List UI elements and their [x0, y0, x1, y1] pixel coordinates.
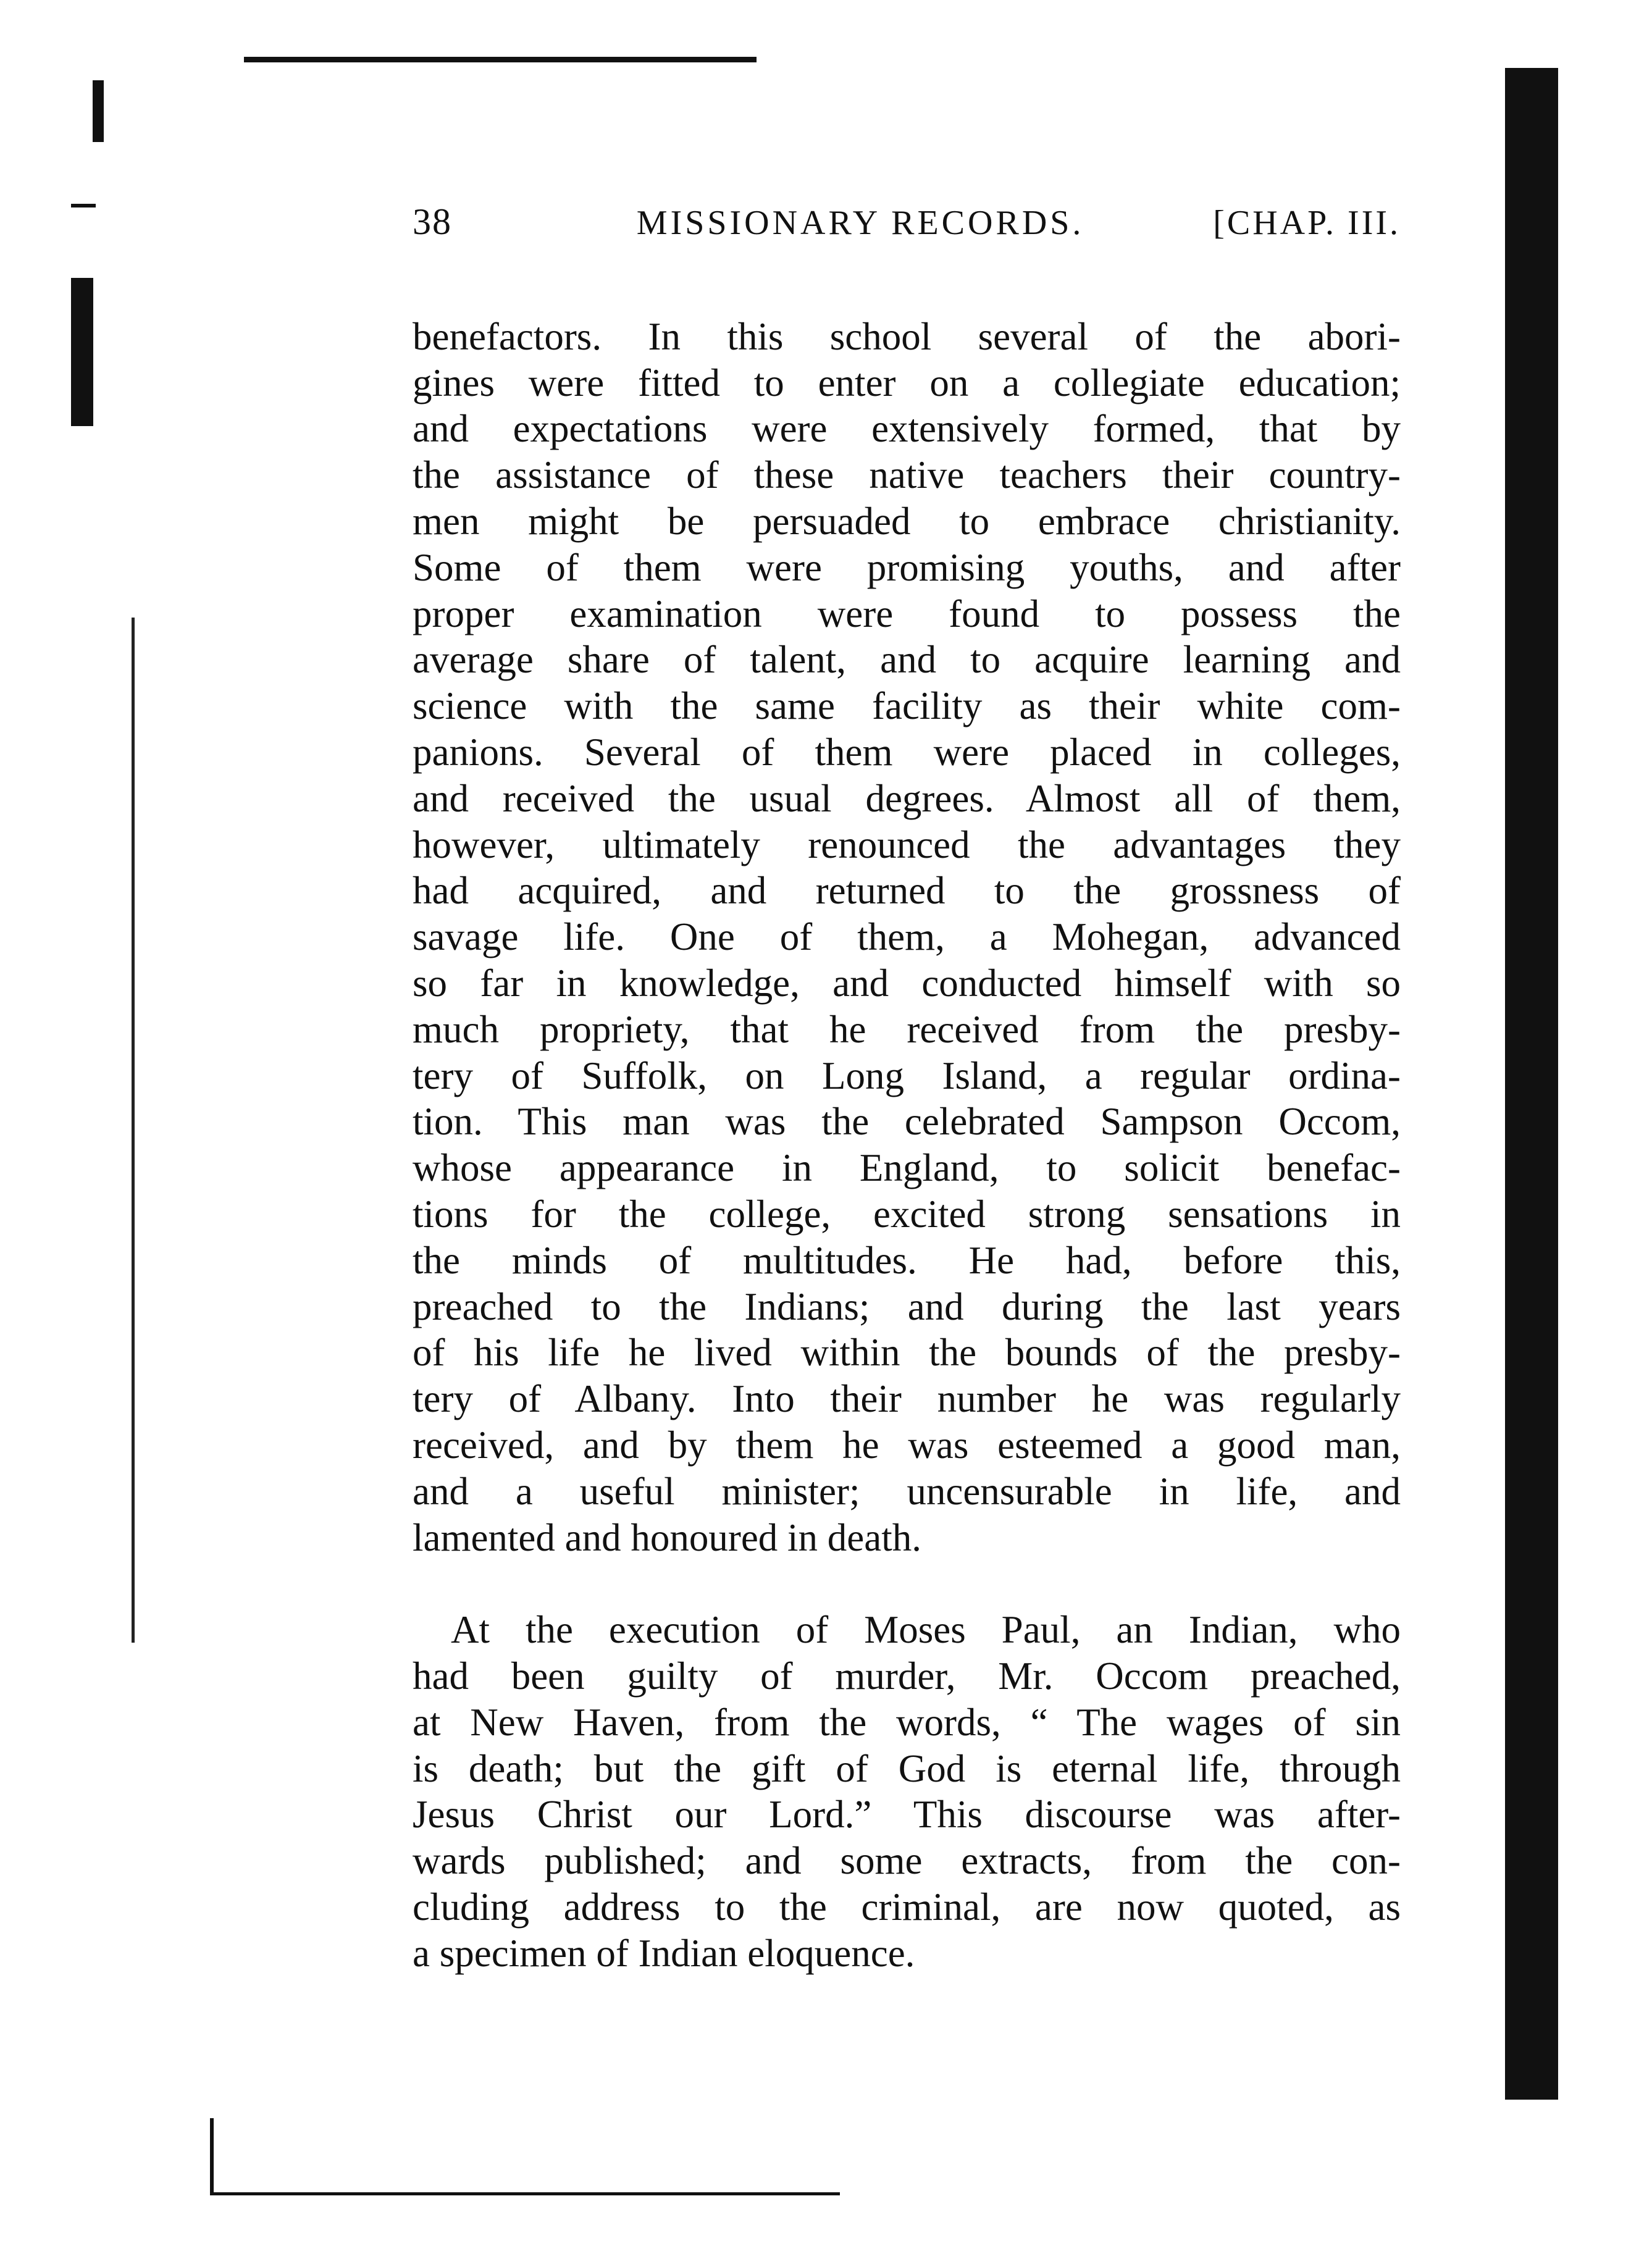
text-line: of his life he lived within the bounds of the presby- [413, 1331, 1401, 1375]
paragraph [413, 314, 1401, 1561]
text-line: proper examination were found to possess the [413, 592, 1401, 635]
text-line: and received the usual degrees. Almost all of them, [413, 776, 1401, 820]
text-line: had been guilty of murder, Mr. Occom preached, [413, 1654, 1401, 1698]
scan-mark-left [71, 204, 96, 207]
text-line: Jesus Christ our Lord.” This discourse was after- [413, 1793, 1401, 1837]
text-line: tery of Albany. Into their number he was regularly [413, 1377, 1401, 1421]
text-line: tions for the college, excited strong sensations in [413, 1192, 1401, 1236]
scan-edge-left [132, 618, 135, 1643]
text-line: gines were fitted to enter on a collegiate education; [413, 361, 1401, 404]
book-page [413, 201, 1401, 2022]
text-line: the assistance of these native teachers their country- [413, 453, 1401, 497]
paragraph [413, 1607, 1401, 1976]
text-line: savage life. One of them, a Mohegan, advanced [413, 915, 1401, 959]
text-line: At the execution of Moses Paul, an Indian, who [451, 1608, 1401, 1652]
text-line: preached to the Indians; and during the last years [413, 1284, 1401, 1328]
text-line: tery of Suffolk, on Long Island, a regular ordina- [413, 1054, 1401, 1097]
text-line: and a useful minister; uncensurable in life, and [413, 1469, 1401, 1513]
text-line: at New Haven, from the words, “ The wages of sin [413, 1700, 1401, 1744]
text-line: science with the same facility as their white com- [413, 684, 1401, 728]
text-line: men might be persuaded to embrace christianity. [413, 499, 1401, 543]
scan-mark-bottom [210, 2118, 214, 2192]
text-line: wards published; and some extracts, from the con- [413, 1839, 1401, 1883]
text-line: and expectations were extensively formed, that by [413, 407, 1401, 451]
text-line: benefactors. In this school several of the abori- [413, 314, 1401, 358]
page-number: 38 [413, 201, 452, 242]
text-line: average share of talent, and to acquire learning and [413, 638, 1401, 682]
text-line: received, and by them he was esteemed a good man, [413, 1423, 1401, 1467]
text-line: a specimen of Indian eloquence. [413, 1931, 915, 1975]
text-line: much propriety, that he received from the presby- [413, 1007, 1401, 1051]
text-line: Some of them were promising youths, and after [413, 545, 1401, 589]
text-line: however, ultimately renounced the advantages they [413, 823, 1401, 866]
body-text [413, 267, 1401, 2022]
text-line: the minds of multitudes. He had, before this, [413, 1238, 1401, 1282]
scan-edge-top [244, 57, 757, 62]
text-line: panions. Several of them were placed in colleges, [413, 730, 1401, 774]
scan-edge-bottom [210, 2192, 840, 2195]
scan-mark-left [71, 278, 93, 426]
running-title: MISSIONARY RECORDS. [636, 204, 1084, 242]
text-line: lamented and honoured in death. [413, 1515, 921, 1559]
text-line: so far in knowledge, and conducted himself with so [413, 961, 1401, 1005]
scan-mark-left [93, 80, 104, 142]
chapter-label: [CHAP. III. [1213, 204, 1401, 242]
scan-edge-right [1505, 68, 1558, 2100]
text-line: is death; but the gift of God is eternal life, through [413, 1746, 1401, 1790]
text-line: tion. This man was the celebrated Sampson Occom, [413, 1100, 1401, 1144]
text-line: cluding address to the criminal, are now quoted, as [413, 1885, 1401, 1929]
running-head [413, 201, 1401, 256]
text-line: had acquired, and returned to the grossness of [413, 869, 1401, 913]
text-line: whose appearance in England, to solicit benefac- [413, 1146, 1401, 1190]
